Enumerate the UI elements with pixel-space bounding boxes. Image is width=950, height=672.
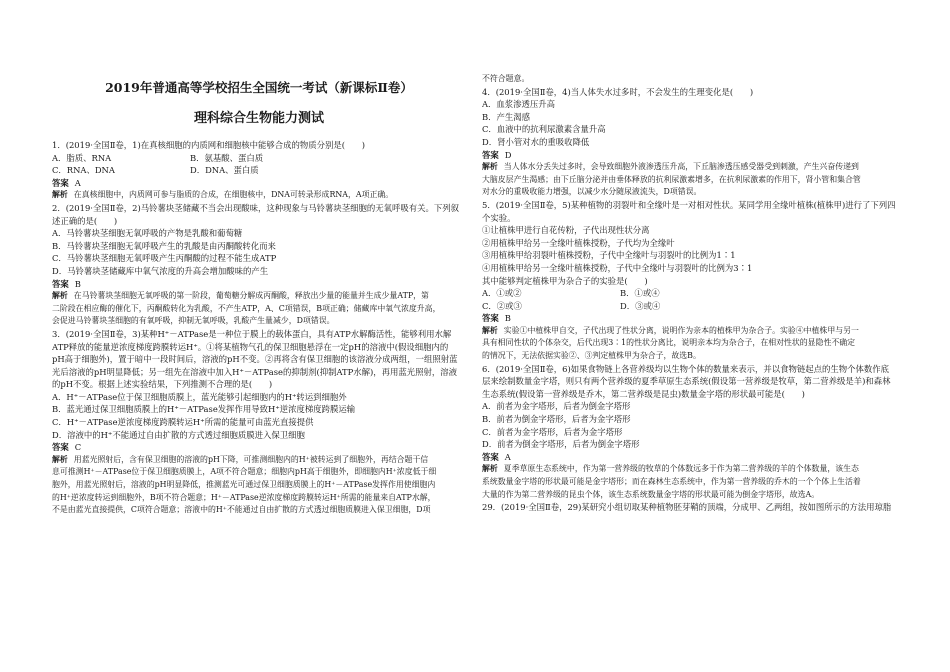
answer-value: D — [504, 149, 512, 160]
q4-option-c: C．血液中的抗利尿激素含量升高 — [482, 124, 606, 135]
q5-explanation-line3: 的情况下，无法依据实验②、③判定植株甲为杂合子，故选B。 — [482, 351, 701, 361]
q4-explanation-line3: 对水分的重吸收能力增强，以减少水分随尿液流失，D项错误。 — [482, 187, 702, 197]
q6-stem-line1: 6．(2019·全国Ⅱ卷，6)如果食物链上各营养级均以生物个体的数量来表示，并以食物链起点的生物个体数作底 — [482, 363, 889, 374]
explanation-label: 解析 — [52, 454, 68, 464]
q3-option-d: D．溶液中的H⁺不能通过自由扩散的方式透过细胞质膜进入保卫细胞 — [52, 429, 305, 440]
q3-stem-line4: 光后溶液的pH明显降低；另一组先在溶液中加入H⁺－ATPase的抑制剂(抑制ATP水解)，再用蓝光照射，溶液 — [52, 366, 458, 377]
q6-option-d: D．前者为倒金字塔形，后者为倒金字塔形 — [482, 439, 640, 450]
q2-stem-line2: 述正确的是( ) — [52, 215, 118, 226]
q3-stem-line5: 的pH不变。根据上述实验结果，下列推测不合理的是( ) — [52, 379, 273, 390]
q4-explanation-line2: 大脑皮层产生渴感；由下丘脑分泌并由垂体释放的抗利尿激素增多，在抗利尿激素的作用下，肾小管和集合管 — [482, 174, 861, 184]
question-5 — [482, 200, 900, 364]
q4-option-a: A．血浆渗透压升高 — [482, 99, 556, 110]
q6-explanation-line3: 大量的作为第二营养级的昆虫个体，该生态系统数量金字塔的形状最可能为倒金字塔形，故选A。 — [482, 489, 820, 499]
q6-answer — [482, 452, 900, 465]
q5-option-c: C．②或③ — [482, 300, 522, 311]
q6-option-c: C．前者为金字塔形，后者为金字塔形 — [482, 426, 623, 437]
q3-stem-line1: 3．(2019·全国Ⅱ卷，3)某种H⁺－ATPase是一种位于膜上的载体蛋白，具有ATP水解酶活性，能够利用水解 — [52, 328, 452, 339]
q5-experiment-1: ①让植株甲进行自花传粉，子代出现性状分离 — [482, 225, 650, 236]
answer-value: C — [74, 442, 82, 453]
q6-stem-line3: 生态系统(假设第一营养级是乔木，第二营养级是昆虫)数量金字塔的形状最可能是( ) — [482, 388, 805, 399]
q5-option-d: D．③或④ — [620, 300, 661, 311]
q3-explanation-line5: 不是由蓝光直接提供，C项符合题意；溶液中的H⁺不能通过自由扩散的方式透过细胞质膜进入保卫细胞，D项 — [52, 505, 431, 515]
q5-experiment-3: ③用植株甲给羽裂叶植株授粉，子代中全缘叶与羽裂叶的比例为1∶1 — [482, 250, 736, 261]
exam-subtitle: 理科综合生物能力测试 — [193, 111, 324, 126]
q1-option-a: A．脂质、RNA — [52, 152, 112, 163]
explanation-label: 解析 — [482, 464, 498, 474]
explanation-label: 解析 — [482, 162, 498, 172]
q3-explanation-line2: 息可推测H⁺－ATPase位于保卫细胞质膜上，A项不符合题意；细胞内pH高于细胞外，即细胞内H⁺浓度低于细 — [52, 467, 437, 477]
q6-explanation-line1 — [482, 464, 900, 477]
question-2 — [52, 203, 466, 329]
q3-explanation-line3: 胞外，用蓝光照射后，溶液的pH明显降低，推测蓝光可通过保卫细胞质膜上的H⁺－ATPase发挥作用使细胞内 — [52, 480, 436, 490]
question-1 — [52, 140, 466, 203]
q5-explanation-line1 — [482, 326, 900, 339]
q5-options-row2 — [482, 301, 900, 314]
q5-options-row1 — [482, 288, 900, 301]
right-column — [482, 74, 900, 515]
answer-value: B — [504, 313, 511, 324]
q5-stem-line1: 5．(2019·全国Ⅱ卷，5)某种植物的羽裂叶和全缘叶是一对相对性状。某同学用全缘叶植株(植株甲)进行了下列四 — [482, 199, 896, 210]
q6-option-b: B．前者为倒金字塔形，后者为金字塔形 — [482, 414, 631, 425]
question-6 — [482, 364, 900, 503]
q1-answer — [52, 178, 466, 191]
explanation-text: 在马铃薯块茎细胞无氧呼吸的第一阶段，葡萄糖分解成丙酮酸，释放出少量的能量并生成少量ATP，第 — [73, 291, 429, 301]
q2-stem-line1: 2．(2019·全国Ⅱ卷，2)马铃薯块茎储藏不当会出现酸味，这种现象与马铃薯块茎细胞的无氧呼吸有关。下列叙 — [52, 202, 459, 213]
q3-explanation-line4: 的H⁺逆浓度转运到细胞外，B项不符合题意；H⁺－ATPase逆浓度梯度跨膜转运H⁺所需的能量来自ATP水解， — [52, 492, 436, 502]
answer-label: 答案 — [52, 278, 69, 289]
q3-option-c: C．H⁺－ATPase逆浓度梯度跨膜转运H⁺所需的能量可由蓝光直接提供 — [52, 417, 314, 428]
question-3 — [52, 329, 466, 518]
q4-explanation-line1 — [482, 162, 900, 175]
explanation-text: 实验①中植株甲自交，子代出现了性状分离，说明作为亲本的植株甲为杂合子。实验④中植株甲与另一 — [503, 325, 859, 335]
explanation-label: 解析 — [52, 291, 68, 301]
answer-label: 答案 — [482, 313, 499, 324]
q2-option-a: A．马铃薯块茎细胞无氧呼吸的产物是乳酸和葡萄糖 — [52, 228, 243, 239]
q1-stem: 1．(2019·全国Ⅱ卷，1)在真核细胞的内质网和细胞核中能够合成的物质分别是( ) — [52, 140, 366, 150]
q4-stem: 4．(2019·全国Ⅱ卷，4)当人体失水过多时，不会发生的生理变化是( ) — [482, 86, 754, 97]
q29-stem: 29．(2019·全国Ⅱ卷，29)某研究小组切取某种植物胚芽鞘的顶端，分成甲、乙两组，按如图所示的方法用琼脂 — [482, 502, 892, 513]
question-4 — [482, 87, 900, 200]
q1-options-row1 — [52, 153, 466, 166]
q1-option-b: B．氨基酸、蛋白质 — [190, 152, 264, 163]
q4-option-d: D．肾小管对水的重吸收降低 — [482, 136, 590, 147]
q5-answer — [482, 313, 900, 326]
q2-answer — [52, 279, 466, 292]
explanation-text: 当人体水分丢失过多时，会导致细胞外液渗透压升高，下丘脑渗透压感受器受到刺激，产生兴奋传递到 — [503, 162, 859, 172]
q2-option-c: C．马铃薯块茎细胞无氧呼吸产生丙酮酸的过程不能生成ATP — [52, 253, 277, 264]
q3-option-a: A．H⁺－ATPase位于保卫细胞质膜上，蓝光能够引起细胞内的H⁺转运到细胞外 — [52, 391, 347, 402]
left-column — [52, 74, 466, 518]
explanation-text: 用蓝光照射后，含有保卫细胞的溶液的pH下降，可推测细胞内的H⁺被转运到了细胞外，再结合题干信 — [73, 454, 429, 464]
q5-explanation-line2: 具有相同性状的个体杂交，后代出现3∶1的性状分离比，说明亲本均为杂合子，在相对性状的显隐性不确定 — [482, 338, 856, 348]
q5-stem-line2: 个实验。 — [482, 212, 516, 223]
q5-experiment-2: ②用植株甲给另一全缘叶植株授粉，子代均为全缘叶 — [482, 237, 675, 248]
explanation-label: 解析 — [482, 325, 498, 335]
exam-title: 2019年普通高等学校招生全国统一考试（新课标Ⅱ卷） — [105, 80, 413, 95]
q1-option-d: D．DNA、蛋白质 — [190, 165, 259, 176]
answer-label: 答案 — [482, 451, 499, 462]
q3-stem-line3: pH高于细胞外)，置于暗中一段时间后，溶液的pH不变。②再将含有保卫细胞的该溶液分成两组，一组照射蓝 — [52, 354, 458, 365]
q3-option-b: B．蓝光通过保卫细胞质膜上的H⁺－ATPase发挥作用导致H⁺逆浓度梯度跨膜运输 — [52, 404, 356, 415]
q2-explanation-line2: 二阶段在相应酶的催化下，丙酮酸转化为乳酸，不产生ATP，A、C项错误，B项正确；储藏库中氧气浓度升高， — [52, 303, 441, 313]
q4-option-b: B．产生渴感 — [482, 111, 531, 122]
q5-stem-line3: 其中能够判定植株甲为杂合子的实验是( ) — [482, 275, 648, 286]
answer-value: A — [504, 451, 511, 462]
q2-explanation-line1 — [52, 291, 466, 304]
q1-option-c: C．RNA、DNA — [52, 165, 115, 176]
answer-label: 答案 — [52, 442, 69, 453]
q4-answer — [482, 150, 900, 163]
q6-stem-line2: 层来绘制数量金字塔，则只有两个营养级的夏季草原生态系统(假设第一营养级是牧草，第二营养级是羊)和森林 — [482, 376, 891, 387]
answer-label: 答案 — [52, 177, 69, 188]
explanation-label: 解析 — [52, 190, 68, 200]
explanation-text: 在真核细胞中，内质网可参与脂质的合成，在细胞核中，DNA可转录形成RNA，A项正确。 — [73, 190, 394, 200]
q2-option-b: B．马铃薯块茎细胞无氧呼吸产生的乳酸是由丙酮酸转化而来 — [52, 240, 276, 251]
answer-label: 答案 — [482, 149, 499, 160]
q5-option-b: B．①或④ — [620, 288, 660, 299]
q2-option-d: D．马铃薯块茎储藏库中氧气浓度的升高会增加酸味的产生 — [52, 265, 269, 276]
answer-value: B — [74, 278, 81, 289]
q3-answer — [52, 442, 466, 455]
q3-explanation-end: 不符合题意。 — [482, 74, 530, 83]
q1-options-row2 — [52, 165, 466, 178]
q3-stem-line2: ATP释放的能量逆浓度梯度跨膜转运H⁺。①将某植物气孔的保卫细胞悬浮在一定pH的溶液中(假设细胞内的 — [52, 341, 449, 352]
q6-option-a: A．前者为金字塔形，后者为倒金字塔形 — [482, 401, 631, 412]
q2-explanation-line3: 会促进马铃薯块茎细胞的有氧呼吸，抑制无氧呼吸，乳酸产生量减少，D项错误。 — [52, 316, 335, 326]
q3-explanation-line1 — [52, 455, 466, 468]
q6-explanation-line2: 系统数量金字塔的形状最可能是金字塔形；而在森林生态系统中，作为第一营养级的乔木的一个个体上生活着 — [482, 477, 861, 486]
q1-explanation — [52, 190, 466, 203]
q5-option-a: A．①或② — [482, 288, 522, 299]
explanation-text: 夏季草原生态系统中，作为第一营养级的牧草的个体数远多于作为第二营养级的羊的个体数量，该生态 — [503, 464, 859, 474]
answer-value: A — [74, 177, 81, 188]
q5-experiment-4: ④用植株甲给另一全缘叶植株授粉，子代中全缘叶与羽裂叶的比例为3∶1 — [482, 262, 753, 273]
